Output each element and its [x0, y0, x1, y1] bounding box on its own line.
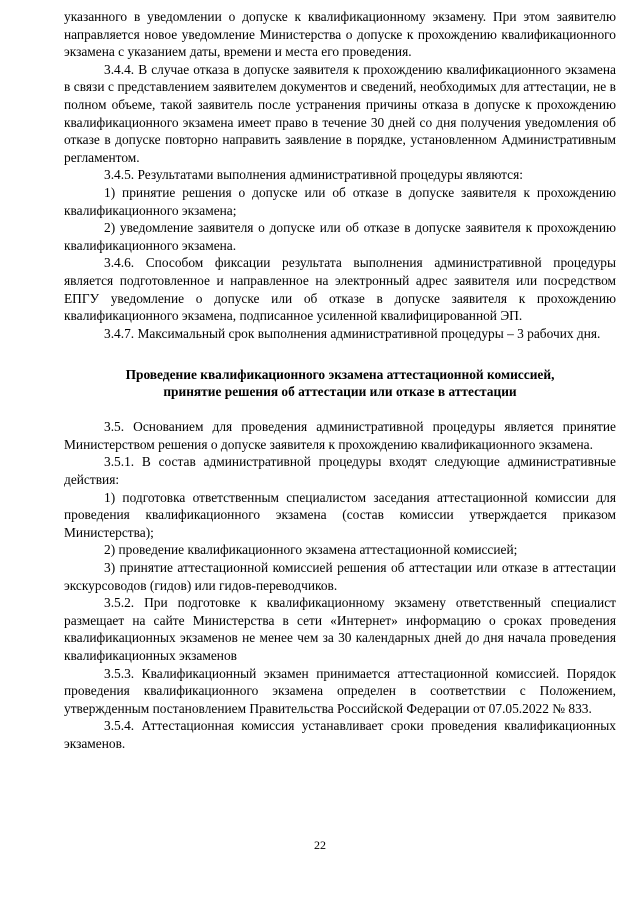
- paragraph-3-4-4: 3.4.4. В случае отказа в допуске заявителя к прохождению квалификационного экзамена в связи с представлением заявителем документов и сведений, необходимых для аттестации, не в полном объеме, такой заявитель после устранения причины отказа в допуске к прохождению квалификационного экзамена имеет право в течение 30 дней со дня получения уведомления об отказе в допуске повторно направить заявление в порядке, установленном Административным регламентом.: [64, 61, 616, 165]
- list-item-action-3: 3) принятие аттестационной комиссией решения об аттестации или отказе в аттестации экскурсоводов (гидов) или гидов-переводчиков.: [64, 560, 616, 593]
- list-item-1: 1) принятие решения о допуске или об отказе в допуске заявителя к прохождению квалификационного экзамена;: [64, 184, 616, 218]
- paragraph-3-5-3: 3.5.3. Квалификационный экзамен принимается аттестационной комиссией. Порядок проведения квалификационного экзамена определен в соответствии с Положением, утвержденным постановлением Правительства Российской Федерации от 07.05.2022 № 833.: [64, 665, 616, 716]
- paragraph-3-5-4: 3.5.4. Аттестационная комиссия устанавливает сроки проведения квалификационных экзаменов.: [64, 718, 616, 751]
- paragraph-3-5: 3.5. Основанием для проведения административной процедуры является принятие Министерством решения о допуске заявителя к прохождению квалификационного экзамена.: [64, 419, 616, 452]
- paragraph-continuation: указанного в уведомлении о допуске к квалификационному экзамену. При этом заявителю направляется новое уведомление Министерства о допуске к прохождению квалификационного экзамена с указанием даты, времени и места его проведения.: [64, 9, 616, 60]
- section-heading-line-2: принятие решения об аттестации или отказе в аттестации: [163, 384, 517, 400]
- paragraph-3-4-6: 3.4.6. Способом фиксации результата выполнения административной процедуры является подготовленное и направленное на электронный адрес заявителя или посредством ЕПГУ уведомление о допуске или об отказе в допуске заявителя к прохождению квалификационного экзамена, подписанное усиленной квалифицированной ЭП.: [64, 255, 616, 324]
- paragraph-3-4-5: 3.4.5. Результатами выполнения административной процедуры являются:: [104, 167, 523, 183]
- document-page: [64, 8, 616, 753]
- list-item-action-2: 2) проведение квалификационного экзамена аттестационной комиссией;: [104, 542, 518, 558]
- list-item-2: 2) уведомление заявителя о допуске или об отказе в допуске заявителя к прохождению квалификационного экзамена.: [64, 220, 616, 253]
- paragraph-3-5-1: 3.5.1. В состав административной процедуры входят следующие административные действия:: [64, 454, 616, 488]
- section-heading-line-1: Проведение квалификационного экзамена аттестационной комиссией,: [125, 367, 555, 383]
- list-item-action-1: 1) подготовка ответственным специалистом заседания аттестационной комиссии для проведения квалификационного экзамена (состав комиссии утверждается приказом Министерства);: [64, 489, 616, 540]
- section-heading: [64, 366, 616, 400]
- page-number: 22: [314, 838, 326, 852]
- paragraph-3-4-7: 3.4.7. Максимальный срок выполнения административной процедуры – 3 рабочих дня.: [104, 325, 601, 341]
- paragraph-3-5-2: 3.5.2. При подготовке к квалификационному экзамену ответственный специалист размещает на сайте Министерства в сети «Интернет» информацию о сроках проведения квалификационных экзаменов не менее чем за 30 календарных дней до дня начала проведения квалификационных экзаменов: [64, 595, 616, 663]
